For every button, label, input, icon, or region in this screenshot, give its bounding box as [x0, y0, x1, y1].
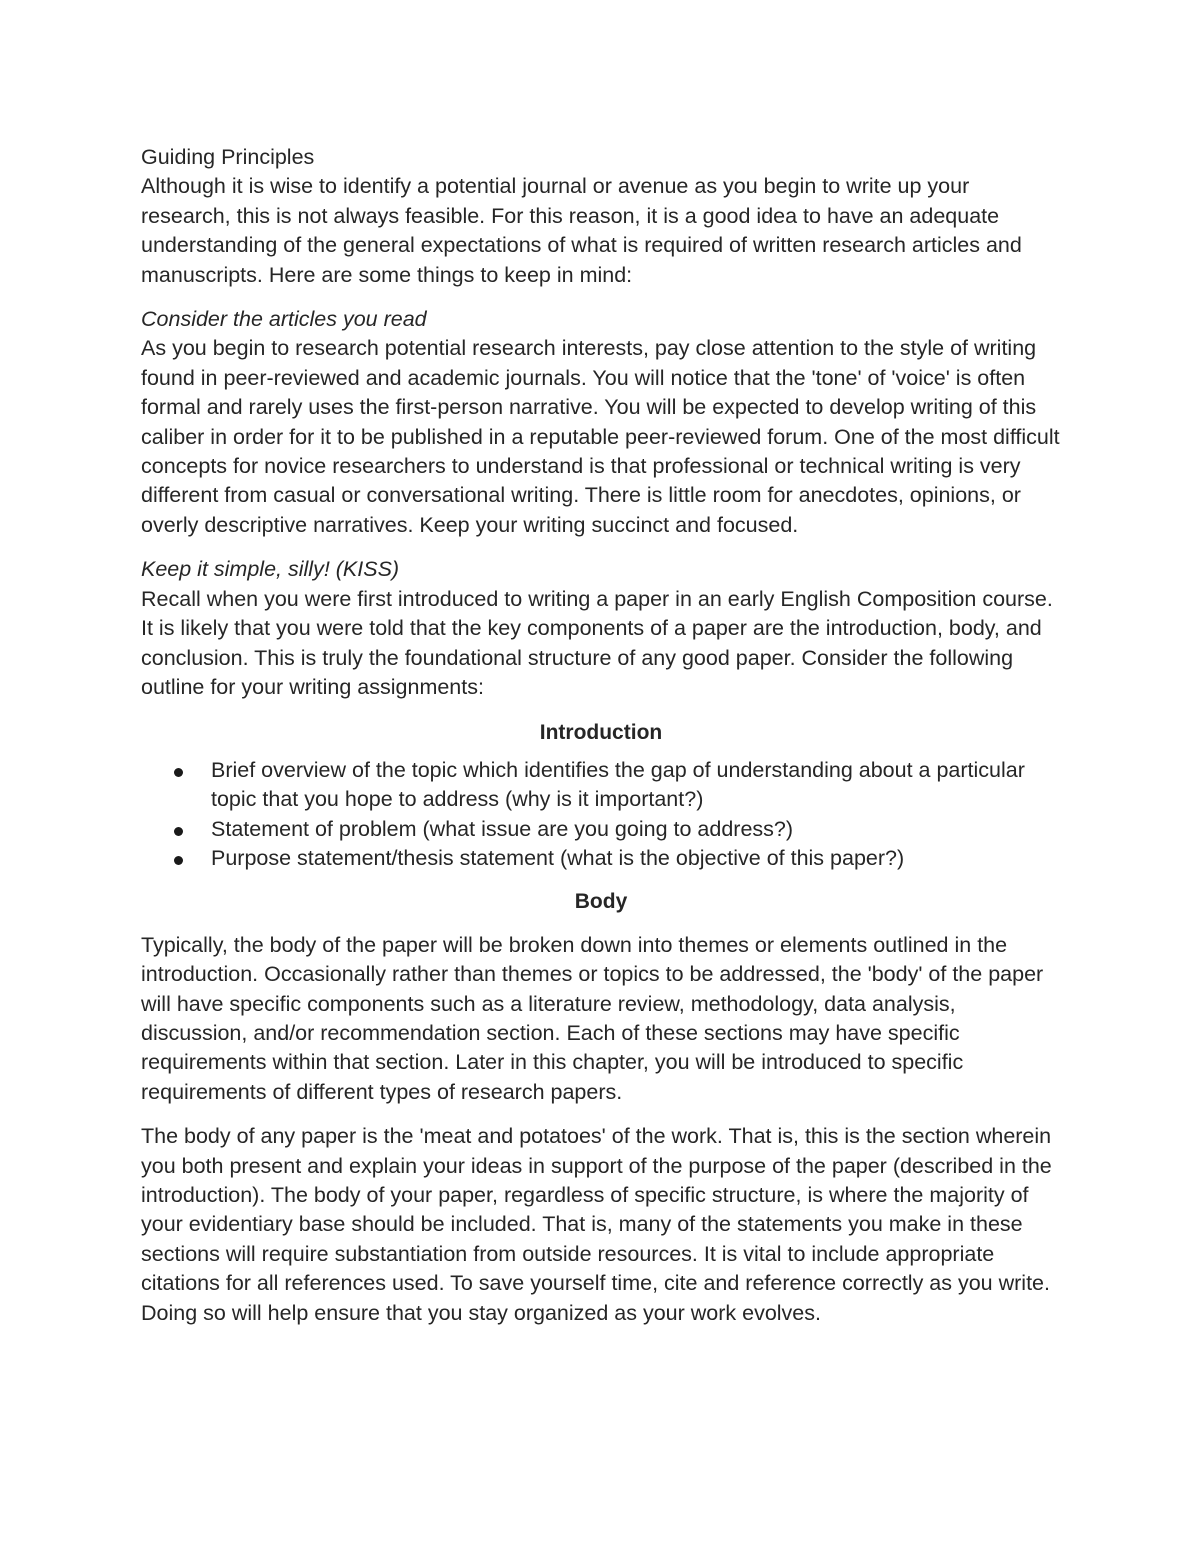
- section-heading-kiss: Keep it simple, silly! (KISS): [141, 557, 400, 582]
- bullet-text: Purpose statement/thesis statement (what is the objective of this paper?): [211, 845, 905, 870]
- bullet-dot-icon: [174, 768, 183, 777]
- introduction-heading: Introduction: [539, 721, 663, 745]
- introduction-bullet-list: [141, 756, 1061, 874]
- document-title: Guiding Principles: [141, 145, 315, 169]
- body-paragraph: Typically, the body of the paper will be broken down into themes or elements outlined in the introduction. Occasionally rather than themes or topics to be addressed, the 'body' of the paper will have specific components such as a literature review, methodology, data analysis, discussion, and/or recommendation section. Each of these sections may have specific requirements within that section. Later in this chapter, you will be introduced to specific requirements of different types of research papers.: [141, 932, 1044, 1104]
- bullet-item: [211, 815, 1061, 844]
- body-paragraph: The body of any paper is the 'meat and potatoes' of the work. That is, this is the section wherein you both present and explain your ideas in support of the purpose of the paper (described in the introduction). The body of your paper, regardless of specific structure, is where the majority of your evidentiary base should be included. That is, many of the statements you make in these sections will require substantiation from outside resources. It is vital to include appropriate citations for all references used. To save yourself time, cite and reference correctly as you write. Doing so will help ensure that you stay organized as your work evolves.: [141, 1124, 1052, 1325]
- intro-paragraph: Although it is wise to identify a potential journal or avenue as you begin to write up your research, this is not always feasible. For this reason, it is a good idea to have an adequate understanding of the general expectations of what is required of written research articles and manuscripts. Here are some things to keep in mind:: [141, 174, 1022, 287]
- section-body-consider-articles: As you begin to research potential research interests, pay close attention to the style of writing found in peer-reviewed and academic journals. You will notice that the 'tone' of 'voice' is often formal and rarely uses the first-person narrative. You will be expected to develop writing of this caliber in order for it to be published in a reputable peer-reviewed forum. One of the most difficult concepts for novice researchers to understand is that professional or technical writing is very different from casual or conversational writing. There is little room for anecdotes, opinions, or overly descriptive narratives. Keep your writing succinct and focused.: [141, 336, 1060, 537]
- section-heading-consider-articles: Consider the articles you read: [141, 307, 427, 332]
- section-body-kiss: Recall when you were first introduced to writing a paper in an early English Composition course. It is likely that you were told that the key components of a paper are the introduction, body, and conclusion. This is truly the foundational structure of any good paper. Consider the following outline for your writing assignments:: [141, 586, 1053, 699]
- bullet-dot-icon: [174, 856, 183, 865]
- bullet-item: [211, 844, 1061, 873]
- body-heading: Body: [574, 890, 628, 914]
- bullet-dot-icon: [174, 827, 183, 836]
- bullet-item: [211, 756, 1061, 815]
- bullet-text: Statement of problem (what issue are you going to address?): [211, 816, 794, 841]
- bullet-text: Brief overview of the topic which identifies the gap of understanding about a particular topic that you hope to address (why is it important?): [211, 757, 1025, 812]
- document-page: [141, 143, 1061, 1328]
